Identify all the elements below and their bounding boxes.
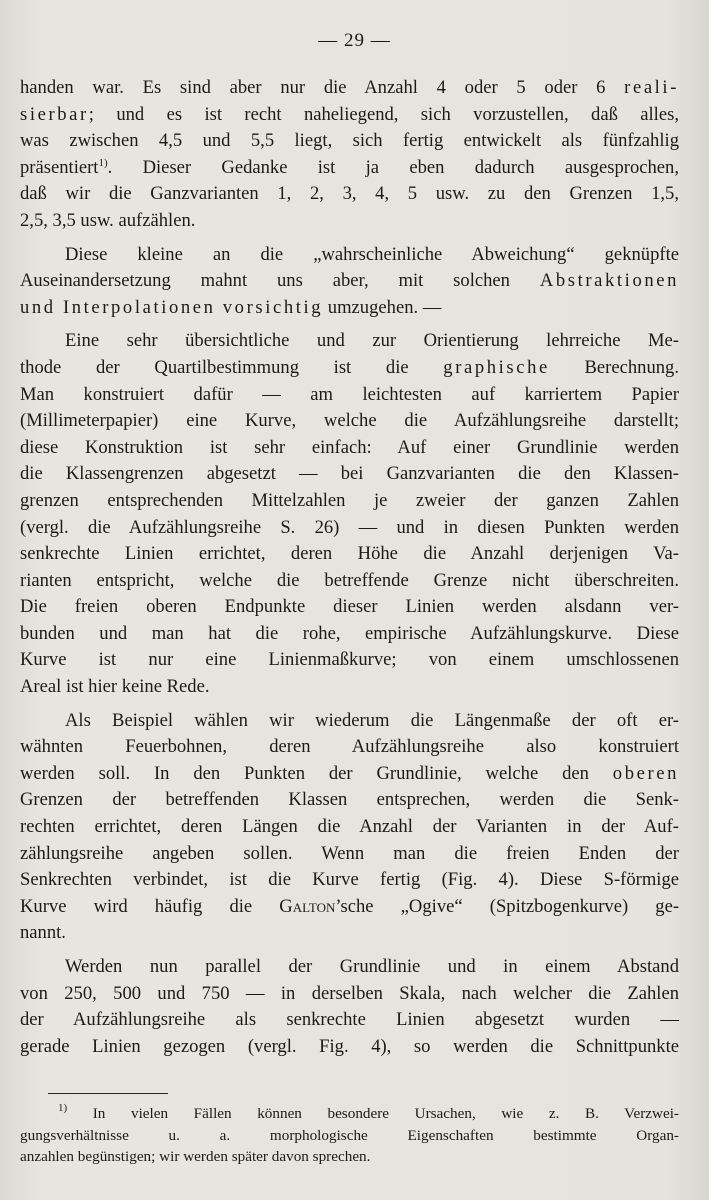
text-span: präsentiert [20, 156, 99, 178]
footnote-divider [48, 1093, 168, 1094]
text-line: Grenzen der betreffenden Klassen entsprechen, werden die Senk- [20, 789, 679, 811]
footnote-line [20, 1103, 679, 1125]
text-line [20, 894, 679, 921]
text-line: rianten entspricht, welche die betreffende Grenze nicht überschreiten. [20, 569, 679, 591]
text-line: Kurve ist nur eine Linienmaßkurve; von einem umschlossenen [20, 649, 679, 671]
text-line: Die freien oberen Endpunkte dieser Linien werden alsdann ver- [20, 596, 679, 618]
text-line: wähnten Feuerbohnen, deren Aufzählungsreihe also konstruiert [20, 736, 679, 758]
footnote-marker: 1) [98, 156, 108, 169]
text-line: zählungsreihe angeben sollen. Wenn man die freien Enden der [20, 842, 679, 864]
author-name: Galton [279, 895, 336, 917]
text-line: von 250, 500 und 750 — in derselben Skala, nach welcher die Zahlen [20, 982, 679, 1004]
spaced-text: Abstraktionen [539, 270, 679, 292]
text-line: gerade Linien gezogen (vergl. Fig. 4), so werden die Schnittpunkte [20, 1035, 679, 1057]
footnote [20, 1103, 679, 1168]
footnote-line: gungsverhältnisse u. a. morphologische Eigenschaften bestimmte Organ- [20, 1126, 679, 1144]
text-line: Man konstruiert dafür — am leichtesten auf karriertem Papier [20, 383, 679, 405]
text-line: nannt. [20, 922, 66, 944]
text-line: (vergl. die Aufzählungsreihe S. 26) — und in diesen Punkten werden [20, 516, 679, 538]
text-line [20, 295, 679, 322]
text-line [20, 102, 679, 129]
text-span: Auseinandersetzung mahnt uns aber, mit solchen [20, 270, 540, 292]
text-line [20, 155, 679, 182]
text-line: was zwischen 4,5 und 5,5 liegt, sich fertig entwickelt als fünfzahlig [20, 130, 679, 152]
text-span: Kurve wird häufig die [20, 895, 280, 917]
text-span: ; und es ist recht naheliegend, sich vorzustellen, daß alles, [88, 103, 679, 125]
paragraph-2 [20, 242, 679, 322]
text-line [20, 355, 679, 382]
text-line: Als Beispiel wählen wir wiederum die Längenmaße der oft er- [65, 709, 679, 731]
text-line: senkrechte Linien errichtet, deren Höhe die Anzahl derjenigen Va- [20, 543, 679, 565]
paragraph-1 [20, 75, 679, 235]
text-span: thode der Quartilbestimmung ist die [20, 356, 444, 378]
text-line: diese Konstruktion ist sehr einfach: Auf einer Grundlinie werden [20, 436, 679, 458]
text-line: Senkrechten verbindet, ist die Kurve fertig (Fig. 4). Diese S-förmige [20, 869, 679, 891]
text-line: der Aufzählungsreihe als senkrechte Linien abgesetzt wurden — [20, 1009, 679, 1031]
text-line: grenzen entsprechenden Mittelzahlen je zweier der ganzen Zahlen [20, 489, 679, 511]
text-span: werden soll. In den Punkten der Grundlinie, welche den [20, 762, 613, 784]
paragraph-5 [20, 954, 679, 1060]
footnote-number: 1) [58, 1102, 68, 1114]
spaced-text: reali- [624, 77, 679, 98]
spaced-text: und Interpolationen vorsichtig [20, 296, 324, 318]
text-line: daß wir die Ganzvarianten 1, 2, 3, 4, 5 usw. zu den Grenzen 1,5, [20, 183, 679, 205]
spaced-text: graphische [443, 356, 550, 378]
text-line [20, 761, 679, 788]
paragraph-3 [20, 328, 679, 700]
text-line: die Klassengrenzen abgesetzt — bei Ganzvarianten die den Klassen- [20, 463, 679, 485]
text-span: ’sche „Ogive“ (Spitzbogenkurve) ge- [335, 895, 680, 917]
text-line: bunden und man hat die rohe, empirische Aufzählungskurve. Diese [20, 622, 679, 644]
text-span: In vielen Fällen können besondere Ursachen, wie z. B. Verzwei- [67, 1105, 679, 1122]
text-line [20, 268, 679, 295]
text-line: Areal ist hier keine Rede. [20, 676, 210, 698]
text-span: Berechnung. [549, 356, 679, 378]
text-span: handen war. Es sind aber nur die Anzahl 4 oder 5 oder 6 [20, 77, 625, 98]
spaced-text: sierbar [20, 103, 89, 125]
text-span: . Dieser Gedanke ist ja eben dadurch ausgesprochen, [107, 156, 679, 178]
text-line: rechten errichtet, deren Längen die Anzahl der Varianten in der Auf- [20, 816, 679, 838]
text-line: Diese kleine an die „wahrscheinliche Abweichung“ geknüpfte [65, 243, 679, 265]
footnote-line: anzahlen begünstigen; wir werden später davon sprechen. [20, 1148, 371, 1166]
spaced-text: oberen [612, 762, 679, 784]
paragraph-4 [20, 708, 679, 947]
text-line: (Millimeterpapier) eine Kurve, welche die Aufzählungsreihe darstellt; [20, 410, 679, 432]
text-line: 2,5, 3,5 usw. aufzählen. [20, 209, 196, 231]
text-line: Eine sehr übersichtliche und zur Orientierung lehrreiche Me- [65, 330, 679, 352]
text-line [20, 75, 679, 102]
page-number: — 29 — [318, 30, 391, 51]
text-line: Werden nun parallel der Grundlinie und in einem Abstand [65, 956, 679, 977]
body-text [20, 75, 679, 1060]
text-span: umzugehen. — [323, 296, 442, 318]
